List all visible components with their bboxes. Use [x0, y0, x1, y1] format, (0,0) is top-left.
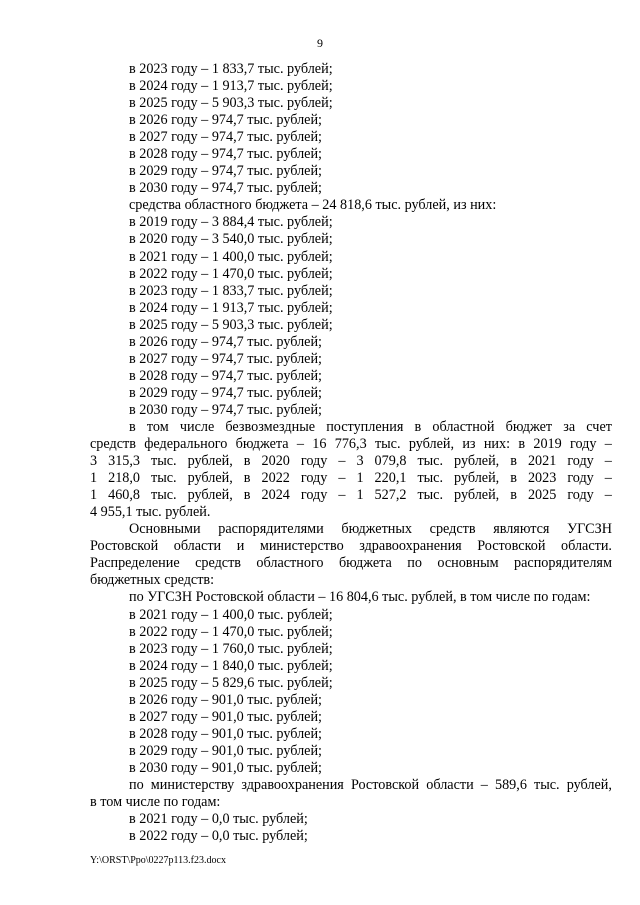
page-number: 9: [317, 36, 323, 50]
text-line: в 2023 году – 1 833,7 тыс. рублей;: [129, 282, 333, 299]
text-line: в том числе по годам:: [90, 794, 221, 811]
text-line: в 2030 году – 901,0 тыс. рублей;: [129, 759, 322, 776]
text-line: в 2027 году – 901,0 тыс. рублей;: [129, 708, 322, 725]
text-line: в 2019 году – 3 884,4 тыс. рублей;: [129, 214, 333, 231]
text-line: Ростовской области и министерство здравоохранения Ростовской области.: [90, 538, 612, 555]
text-line: в 2022 году – 1 470,0 тыс. рублей;: [129, 265, 333, 282]
text-line: 4 955,1 тыс. рублей.: [90, 504, 211, 521]
text-line: в 2021 году – 1 400,0 тыс. рублей;: [129, 248, 333, 265]
text-line: 1 460,8 тыс. рублей, в 2024 году – 1 527,2 тыс. рублей, в 2025 году –: [90, 487, 612, 504]
text-line: по УГСЗН Ростовской области – 16 804,6 тыс. рублей, в том числе по годам:: [129, 589, 591, 606]
text-line: в том числе безвозмездные поступления в областной бюджет за счет: [129, 418, 612, 435]
text-line: в 2026 году – 974,7 тыс. рублей;: [129, 333, 322, 350]
text-line: в 2026 году – 901,0 тыс. рублей;: [129, 691, 322, 708]
text-line: в 2029 году – 974,7 тыс. рублей;: [129, 384, 322, 401]
text-line: в 2028 году – 901,0 тыс. рублей;: [129, 725, 322, 742]
text-line: в 2029 году – 901,0 тыс. рублей;: [129, 742, 322, 759]
text-line: в 2024 году – 1 913,7 тыс. рублей;: [129, 78, 333, 95]
text-line: в 2028 году – 974,7 тыс. рублей;: [129, 146, 322, 163]
text-line: бюджетных средств:: [90, 572, 215, 589]
text-line: в 2023 году – 1 760,0 тыс. рублей;: [129, 640, 333, 657]
text-line: Распределение средств областного бюджета по основным распорядителям: [90, 555, 612, 572]
text-line: Основными распорядителями бюджетных средств являются УГСЗН: [129, 521, 612, 538]
text-line: в 2024 году – 1 913,7 тыс. рублей;: [129, 299, 333, 316]
text-line: средства областного бюджета – 24 818,6 тыс. рублей, из них:: [129, 197, 497, 214]
text-line: в 2029 году – 974,7 тыс. рублей;: [129, 163, 322, 180]
document-body: [90, 61, 612, 845]
text-line: по министерству здравоохранения Ростовской области – 589,6 тыс. рублей,: [129, 776, 612, 793]
text-line: 1 218,0 тыс. рублей, в 2022 году – 1 220,1 тыс. рублей, в 2023 году –: [90, 470, 612, 487]
text-line: в 2023 году – 1 833,7 тыс. рублей;: [129, 61, 333, 77]
text-line: средств федерального бюджета – 16 776,3 тыс. рублей, из них: в 2019 году –: [90, 436, 612, 453]
text-line: в 2030 году – 974,7 тыс. рублей;: [129, 401, 322, 418]
text-line: в 2026 году – 974,7 тыс. рублей;: [129, 112, 322, 129]
text-line: в 2022 году – 0,0 тыс. рублей;: [129, 828, 308, 845]
file-path-footer: Y:\ORST\Ppo\0227p113.f23.docx: [90, 855, 226, 866]
text-line: в 2028 году – 974,7 тыс. рублей;: [129, 367, 322, 384]
text-line: в 2025 году – 5 903,3 тыс. рублей;: [129, 95, 333, 112]
text-line: в 2027 году – 974,7 тыс. рублей;: [129, 350, 322, 367]
text-line: в 2022 году – 1 470,0 тыс. рублей;: [129, 623, 333, 640]
text-line: в 2020 году – 3 540,0 тыс. рублей;: [129, 231, 333, 248]
text-line: в 2024 году – 1 840,0 тыс. рублей;: [129, 657, 333, 674]
text-line: в 2021 году – 0,0 тыс. рублей;: [129, 811, 308, 828]
text-line: в 2025 году – 5 903,3 тыс. рублей;: [129, 316, 333, 333]
text-line: 3 315,3 тыс. рублей, в 2020 году – 3 079,8 тыс. рублей, в 2021 году –: [90, 453, 612, 470]
text-line: в 2027 году – 974,7 тыс. рублей;: [129, 129, 322, 146]
text-line: в 2030 году – 974,7 тыс. рублей;: [129, 180, 322, 197]
text-line: в 2025 году – 5 829,6 тыс. рублей;: [129, 674, 333, 691]
text-line: в 2021 году – 1 400,0 тыс. рублей;: [129, 606, 333, 623]
